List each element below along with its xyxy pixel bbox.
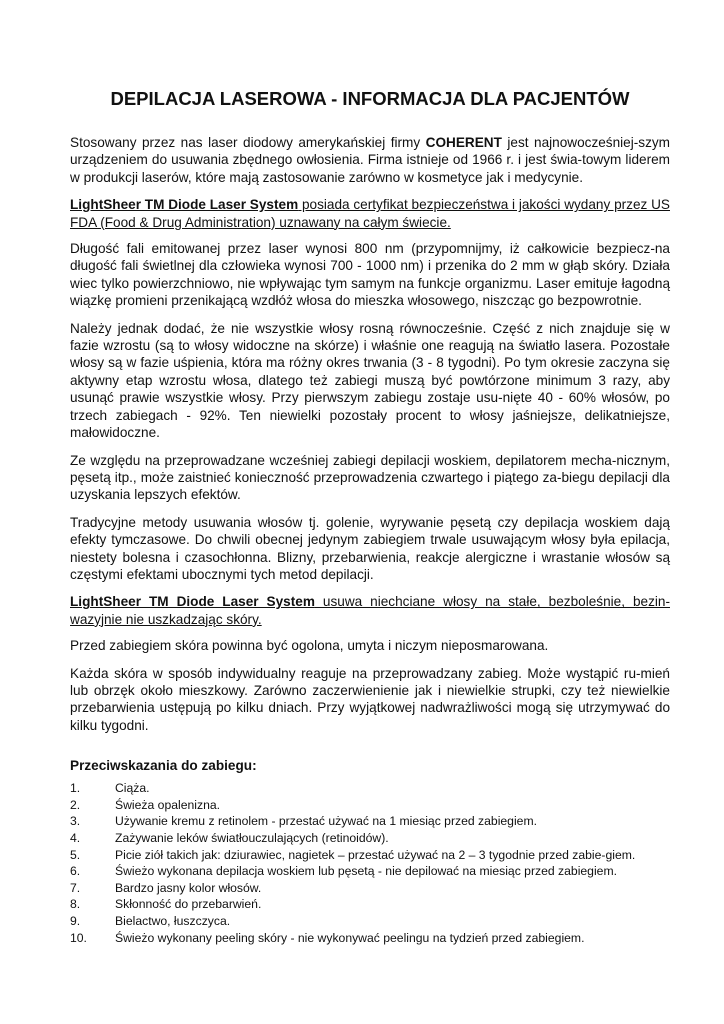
list-item-number: 8. (70, 897, 81, 912)
list-item-text: Ciąża. (115, 781, 150, 796)
additional-treatments-paragraph: Ze względu na przeprowadzane wcześniej zabiegi depilacji woskiem, depilatorem mecha-nicznym, pęsetą itp., może zaistnieć konieczność przeprowadzenia czwartego i piątego za-biegu depilacji dla uzyskania lepszych efektów. (70, 452, 670, 503)
hair-growth-paragraph: Należy jednak dodać, że nie wszystkie włosy rosną równocześnie. Część z nich znajduje się w fazie wzrostu (są to włosy widoczne na skórze) i właśnie one reagują na światło lasera. Pozostałe włosy są w fazie uśpienia, która ma różny okres trwania (3 - 8 tygodni). Po tym okresie zaczyna się aktywny etap wzrostu włosa, dlatego też zabiegi muszą być powtórzone minimum 3 razy, aby usunąć prawie wszystkie włosy. Przy pierwszym zabiegu zostaje usu-nięte 40 - 60% włosów, po trzech zabiegach - 92%. Ten niewielki pozostały procent to włosy jaśniejsze, delikatniejsze, małowidoczne. (70, 320, 670, 441)
list-item-number: 10. (70, 930, 87, 945)
list-item-number: 5. (70, 847, 81, 862)
product-claim-paragraph (70, 593, 670, 628)
intro-text-after: jest najnowocześniej-szym urządzeniem do usuwania zbędnego owłosienia. Firma istnieje od 1966 r. i jest świa-towym liderem w produkcji laserów, które mają zastosowanie zarówno w kosmetyce jak i medycynie. (70, 135, 670, 185)
list-item (70, 848, 670, 864)
contraindications-heading: Przeciwskazania do zabiegu: (70, 758, 257, 774)
traditional-methods-paragraph: Tradycyjne metody usuwania włosów tj. golenie, wyrywanie pęsetą czy depilacja woskiem dają efekty tymczasowe. Do chwili obecnej jedynym zabiegiem trwale usuwającym włosy była epilacja, niestety bolesna i czasochłonna. Blizny, przebarwienia, reakcje alergiczne i wrastanie włosów są częstymi efektami ubocznymi tych metod depilacji. (70, 514, 670, 582)
product-name: LightSheer TM Diode Laser System (70, 197, 299, 213)
list-item-number: 6. (70, 864, 81, 879)
list-item (70, 798, 670, 814)
list-item-text: Świeżo wykonany peeling skóry - nie wykonywać peelingu na tydzień przed zabiegiem. (115, 930, 585, 945)
list-item (70, 914, 670, 930)
list-item (70, 864, 670, 880)
list-item (70, 931, 670, 947)
list-item (70, 814, 670, 830)
contraindications-list (70, 781, 670, 946)
certification-paragraph (70, 196, 670, 231)
preparation-paragraph: Przed zabiegiem skóra powinna być ogolona, umyta i niczym nieposmarowana. (70, 638, 549, 654)
product-claim-text: usuwa niechciane włosy na stałe, bezboleśnie, bezin-wazyjnie nie uszkadzając skóry. (70, 594, 670, 627)
product-name-2: LightSheer TM Diode Laser System (70, 594, 315, 610)
list-item (70, 831, 670, 847)
list-item-text: Bardzo jasny kolor włosów. (115, 880, 262, 895)
wavelength-paragraph: Długość fali emitowanej przez laser wynosi 800 nm (przypomnijmy, iż całkowicie bezpiecz-na długość fali świetlnej dla człowieka wynosi 700 - 1000 nm) i przenika do 2 mm w głąb skóry. Działa wiec tylko powierzchniowo, nie wpływając tym samym na funkcje organizmu. Laser emituje łagodną wiązkę promieni przenikającą wzdłóż włosa do mieszka włosowego, niszcząc go bezpowrotnie. (70, 241, 670, 309)
list-item-number: 2. (70, 797, 81, 812)
list-item-number: 7. (70, 880, 81, 895)
page-title: DEPILACJA LASEROWA - INFORMACJA DLA PACJENTÓW (110, 88, 630, 109)
intro-paragraph (70, 134, 670, 186)
brand-name: COHERENT (425, 135, 502, 150)
list-item-text: Skłonność do przebarwień. (115, 897, 262, 912)
list-item (70, 897, 670, 913)
list-item-text: Świeża opalenizna. (115, 797, 221, 812)
intro-text-before: Stosowany przez nas laser diodowy amerykańskiej firmy (70, 135, 426, 150)
list-item-number: 3. (70, 814, 81, 829)
list-item-text: Świeżo wykonana depilacja woskiem lub pęsetą - nie depilować na miesiąc przed zabiegiem. (115, 864, 617, 879)
certification-text: posiada certyfikat bezpieczeństwa i jakości wydany przez US FDA (Food & Drug Administration) uznawany na całym świecie. (70, 197, 670, 230)
list-item-number: 4. (70, 830, 81, 845)
skin-reaction-paragraph: Każda skóra w sposób indywidualny reaguje na przeprowadzany zabieg. Może wystąpić ru-mień lub obrzęk około mieszkowy. Zarówno zaczerwienienie jak i niewielkie strupki, czy też niewielkie przebarwienia ustępują po kilku dniach. Przy wyjątkowej nadwrażliwości mogą się utrzymywać do kilku tygodni. (70, 665, 670, 733)
list-item-text: Zażywanie leków światłouczulających (retinoidów). (115, 830, 389, 845)
list-item (70, 781, 670, 797)
list-item-number: 9. (70, 913, 81, 928)
list-item-text: Picie ziół takich jak: dziurawiec, nagietek – przestać używać na 2 – 3 tygodnie przed zabie-giem. (115, 847, 636, 862)
list-item-text: Używanie kremu z retinolem - przestać używać na 1 miesiąc przed zabiegiem. (115, 814, 537, 829)
list-item-text: Bielactwo, łuszczyca. (115, 913, 231, 928)
list-item-number: 1. (70, 781, 81, 796)
list-item (70, 881, 670, 897)
